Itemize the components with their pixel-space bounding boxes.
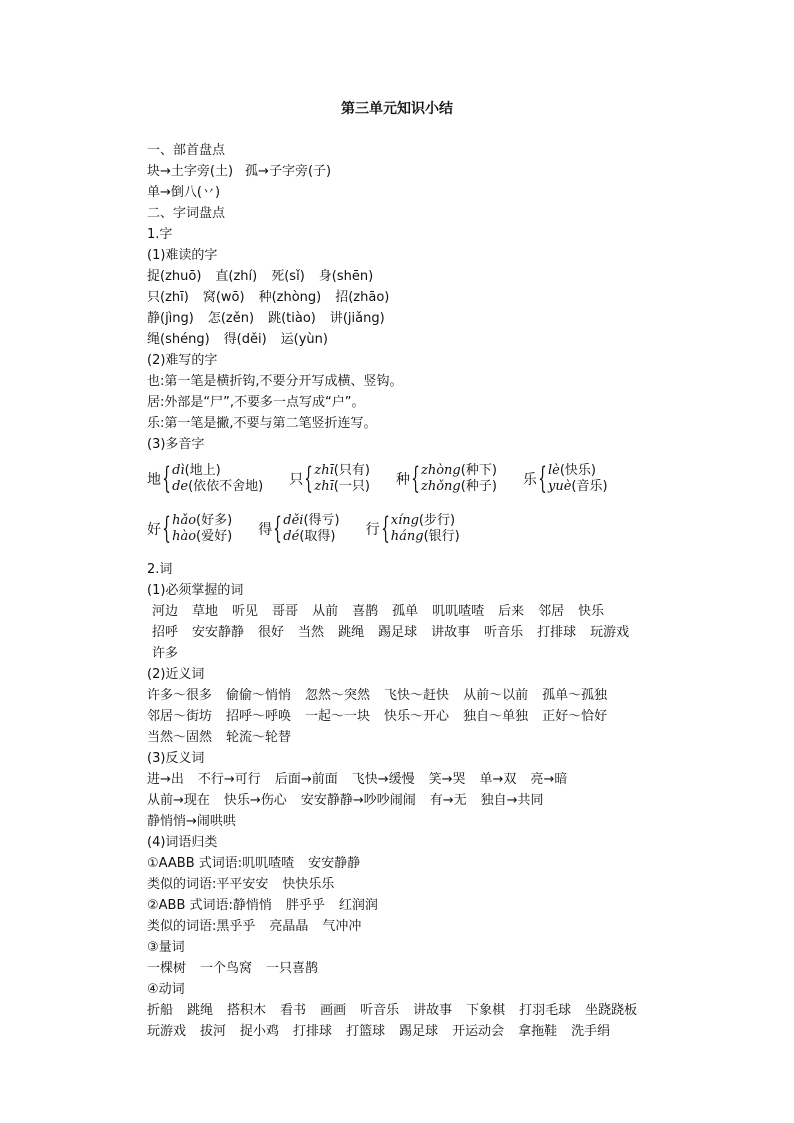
pinyin: dé: [283, 529, 300, 544]
pinyin: de: [172, 479, 189, 494]
reading-line: [314, 479, 370, 495]
synonym-item: 轮流～轮替: [226, 730, 292, 745]
subheading: (3)多音字: [147, 437, 205, 452]
polyphone-readings: [283, 513, 339, 545]
classify-row: [147, 1000, 707, 1021]
subheading: (2)近义词: [147, 667, 205, 682]
classify-item: 拔河: [200, 1024, 227, 1039]
polyphone-group: [289, 463, 370, 495]
example-word: (种下): [460, 463, 497, 478]
example-word: (依依不舍地): [188, 479, 264, 494]
antonym-item: 独自→共同: [480, 793, 544, 808]
must-word-item: 打排球: [537, 625, 577, 640]
must-word-item: 快乐: [578, 604, 605, 619]
polyphone-readings: [421, 463, 497, 495]
brace-icon: {: [538, 461, 547, 496]
classify-item: 一只喜鹊: [266, 961, 319, 976]
classify-item: 捉小鸡: [240, 1024, 280, 1039]
write-note: 乐:第一笔是撇,不要与第二笔竖折连写。: [147, 416, 377, 431]
classify-item: 洗手绢: [571, 1024, 611, 1039]
must-word-item: 听音乐: [484, 625, 524, 640]
synonym-item: 偷偷～悄悄: [226, 688, 292, 703]
section-heading: 一、部首盘点: [147, 143, 226, 158]
must-word-row: [152, 622, 707, 643]
subsection-heading: 2.词: [147, 562, 173, 577]
must-word-item: 安安静静: [192, 625, 245, 640]
must-word-item: 孤单: [392, 604, 419, 619]
synonym-item: 正好～恰好: [542, 709, 608, 724]
classify-row: [147, 937, 707, 958]
must-word-item: 后来: [498, 604, 525, 619]
must-word-item: 招呼: [152, 625, 179, 640]
polyphone-readings: [172, 513, 232, 545]
classify-item: 折船: [147, 1003, 174, 1018]
reading-line: [548, 463, 608, 479]
example-word: (银行): [423, 529, 460, 544]
reading-line: [172, 463, 263, 479]
polyphone-group: [258, 513, 339, 545]
classify-item: 类似的词语:平平安安: [147, 877, 269, 892]
polyphone-group: [396, 463, 497, 495]
pinyin: lè: [548, 463, 560, 478]
polyphone-readings: [172, 463, 263, 495]
reading-line: [314, 463, 370, 479]
pinyin: dì: [172, 463, 185, 478]
classify-item: 拿拖鞋: [518, 1024, 558, 1039]
hard-read-item: 得(děi): [223, 332, 267, 347]
hard-read-item: 直(zhí): [215, 269, 258, 284]
pinyin: zhǒng: [421, 479, 461, 494]
brace-icon: {: [380, 511, 390, 546]
hard-read-row: [147, 287, 707, 308]
brace-icon: {: [162, 461, 171, 496]
reading-line: [172, 479, 263, 495]
classify-row: [147, 916, 707, 937]
pinyin: zhòng: [421, 463, 461, 478]
must-word-item: 喜鹊: [352, 604, 379, 619]
antonym-item: 不行→可行: [197, 772, 261, 787]
polyphone-group: [366, 513, 460, 545]
subheading: (1)必须掌握的词: [147, 583, 244, 598]
antonym-item: 单→双: [479, 772, 517, 787]
hard-read-row: [147, 266, 707, 287]
classify-item: 气冲冲: [322, 919, 362, 934]
example-word: (地上): [184, 463, 221, 478]
hard-read-row: [147, 329, 707, 350]
pinyin: děi: [283, 513, 304, 528]
hard-read-item: 招(zhāo): [335, 290, 390, 305]
polyphone-char: 得: [258, 522, 273, 538]
document-body: [147, 140, 707, 1042]
must-word-item: 跳绳: [338, 625, 365, 640]
subheading: (3)反义词: [147, 751, 205, 766]
radical-line: 单→倒八(丷): [147, 185, 221, 200]
section-heading: 二、字词盘点: [147, 206, 226, 221]
classify-item: 玩游戏: [147, 1024, 187, 1039]
polyphone-row: [147, 505, 707, 553]
hard-read-list: [147, 266, 707, 350]
subheading: (4)词语归类: [147, 835, 218, 850]
pinyin: xíng: [390, 513, 419, 528]
classify-item: 一棵树: [147, 961, 187, 976]
hard-read-item: 身(shēn): [318, 269, 374, 284]
antonyms-list: [147, 769, 707, 832]
radical-item: 块→土字旁(土): [147, 164, 234, 179]
reading-line: [283, 529, 339, 545]
hard-read-item: 运(yùn): [280, 332, 328, 347]
polyphone-row: [147, 455, 707, 503]
must-word-item: 踢足球: [378, 625, 418, 640]
antonym-row: [147, 790, 707, 811]
synonym-row: [147, 685, 707, 706]
must-words: [147, 601, 707, 664]
example-word: (只有): [333, 463, 370, 478]
subsection-heading: 1.字: [147, 227, 173, 242]
classify-item: 看书: [280, 1003, 307, 1018]
must-word-item: 玩游戏: [590, 625, 630, 640]
classify-item: 讲故事: [413, 1003, 453, 1018]
write-note: 也:第一笔是横折钩,不要分开写成横、竖钩。: [147, 374, 403, 389]
classify-item: ④动词: [147, 982, 185, 997]
antonym-item: 有→无: [429, 793, 467, 808]
classify-row: [147, 895, 707, 916]
antonym-item: 亮→暗: [530, 772, 568, 787]
synonym-item: 一起～一块: [305, 709, 371, 724]
classify-item: 画画: [320, 1003, 347, 1018]
reading-line: [172, 513, 232, 529]
must-word-item: 讲故事: [431, 625, 471, 640]
classify-item: 胖乎乎: [285, 898, 325, 913]
subheading: (1)难读的字: [147, 248, 218, 263]
example-word: (爱好): [196, 529, 233, 544]
polyphone-char: 乐: [522, 472, 537, 488]
classify-item: 类似的词语:黑乎乎: [147, 919, 256, 934]
classify-item: 安安静静: [308, 856, 361, 871]
classify-item: 搭积木: [227, 1003, 267, 1018]
pinyin: yuè: [548, 479, 572, 494]
antonym-item: 静悄悄→闹哄哄: [147, 814, 236, 829]
classify-item: 一个鸟窝: [200, 961, 253, 976]
classify-item: 听音乐: [360, 1003, 400, 1018]
must-word-item: 从前: [312, 604, 339, 619]
antonym-item: 进→出: [147, 772, 184, 787]
must-word-row: [152, 643, 707, 664]
classify-item: ③量词: [147, 940, 185, 955]
hard-read-item: 怎(zěn): [207, 311, 255, 326]
hard-read-item: 窝(wō): [202, 290, 245, 305]
hard-read-item: 跳(tiào): [268, 311, 316, 326]
synonym-item: 快乐～开心: [384, 709, 450, 724]
example-word: (一只): [333, 479, 370, 494]
page-title: 第三单元知识小结: [341, 101, 453, 117]
brace-icon: {: [304, 461, 314, 496]
example-word: (好多): [196, 513, 233, 528]
classify-row: [147, 874, 707, 895]
example-word: (取得): [299, 529, 336, 544]
must-word-item: 草地: [192, 604, 219, 619]
classify-row: [147, 979, 707, 1000]
classify-row: [147, 1021, 707, 1042]
polyphone-char: 行: [365, 522, 380, 538]
classify-item: 打篮球: [346, 1024, 386, 1039]
radical-line: [147, 161, 707, 182]
must-word-item: 河边: [152, 604, 179, 619]
classify-item: 下象棋: [466, 1003, 506, 1018]
classify-item: 跳绳: [187, 1003, 214, 1018]
polyphone-readings: [548, 463, 608, 495]
must-word-row: [152, 601, 707, 622]
subheading: (2)难写的字: [147, 353, 218, 368]
synonym-item: 许多～很多: [147, 688, 213, 703]
must-word-item: 哥哥: [272, 604, 299, 619]
hard-read-item: 死(sǐ): [271, 269, 305, 284]
synonym-item: 忽然～突然: [305, 688, 371, 703]
polyphone-readings: [314, 463, 370, 495]
reading-line: [283, 513, 339, 529]
hard-read-row: [147, 308, 707, 329]
reading-line: [391, 513, 460, 529]
classify-item: ②ABB 式词语:静悄悄: [147, 898, 272, 913]
reading-line: [421, 463, 497, 479]
classify-item: 踢足球: [399, 1024, 439, 1039]
polyphone-char: 只: [289, 472, 304, 488]
antonym-row: [147, 811, 707, 832]
synonym-item: 飞快～赶快: [384, 688, 450, 703]
synonym-item: 独自～单独: [463, 709, 529, 724]
classify-item: 红润润: [338, 898, 378, 913]
reading-line: [421, 479, 497, 495]
pinyin: háng: [390, 529, 424, 544]
must-word-item: 当然: [298, 625, 325, 640]
must-word-item: 听见: [232, 604, 259, 619]
classify-item: 亮晶晶: [269, 919, 309, 934]
classify-row: [147, 958, 707, 979]
classify-item: 开运动会: [452, 1024, 505, 1039]
classify-item: 打排球: [293, 1024, 333, 1039]
pinyin: zhī: [314, 463, 334, 478]
pinyin: zhī: [314, 479, 334, 494]
pinyin: hǎo: [172, 513, 197, 528]
classify-list: [147, 853, 707, 1042]
brace-icon: {: [273, 511, 283, 546]
example-word: (种子): [460, 479, 497, 494]
write-note: 居:外部是“尸”,不要多一点写成“户”。: [147, 395, 365, 410]
classify-row: [147, 853, 707, 874]
reading-line: [548, 479, 608, 495]
polyphone-group: [147, 463, 263, 495]
synonym-row: [147, 706, 707, 727]
reading-line: [172, 529, 232, 545]
must-word-item: 叽叽喳喳: [432, 604, 485, 619]
synonym-item: 从前～以前: [463, 688, 529, 703]
hard-read-item: 种(zhòng): [258, 290, 322, 305]
polyphone-char: 好: [147, 522, 161, 538]
antonym-row: [147, 769, 707, 790]
reading-line: [391, 529, 460, 545]
example-word: (音乐): [571, 479, 608, 494]
brace-icon: {: [411, 461, 420, 496]
hard-read-item: 捉(zhuō): [147, 269, 202, 284]
classify-item: 打羽毛球: [519, 1003, 572, 1018]
hard-read-item: 静(jìng): [147, 311, 194, 326]
polyphone-group: [523, 463, 608, 495]
polyphone-group: [147, 513, 232, 545]
brace-icon: {: [162, 511, 171, 546]
classify-item: 坐跷跷板: [585, 1003, 638, 1018]
synonym-row: [147, 727, 707, 748]
antonym-item: 后面→前面: [274, 772, 338, 787]
pinyin: hào: [172, 529, 197, 544]
example-word: (快乐): [559, 463, 597, 478]
polyphone-char: 种: [395, 472, 410, 488]
synonym-item: 邻居～街坊: [147, 709, 213, 724]
hard-read-item: 绳(shéng): [147, 332, 210, 347]
must-word-item: 邻居: [538, 604, 565, 619]
hard-read-item: 只(zhī): [147, 290, 189, 305]
classify-item: 快快乐乐: [282, 877, 335, 892]
antonym-item: 安安静静→吵吵闹闹: [300, 793, 416, 808]
hard-read-item: 讲(jiǎng): [329, 311, 385, 326]
example-word: (得亏): [303, 513, 340, 528]
polyphone-readings: [391, 513, 460, 545]
must-word-item: 许多: [152, 646, 179, 661]
antonym-item: 笑→哭: [428, 772, 466, 787]
synonym-item: 当然～固然: [147, 730, 213, 745]
example-word: (步行): [418, 513, 456, 528]
synonym-item: 招呼～呼唤: [226, 709, 292, 724]
radical-item: 孤→子字旁(子): [245, 164, 332, 179]
antonym-item: 飞快→缓慢: [351, 772, 415, 787]
classify-item: ①AABB 式词语:叽叽喳喳: [147, 856, 295, 871]
synonym-item: 孤单～孤独: [542, 688, 608, 703]
must-word-item: 很好: [258, 625, 285, 640]
antonym-item: 从前→现在: [147, 793, 210, 808]
synonyms-list: [147, 685, 707, 748]
polyphone-char: 地: [147, 472, 161, 488]
antonym-item: 快乐→伤心: [223, 793, 287, 808]
